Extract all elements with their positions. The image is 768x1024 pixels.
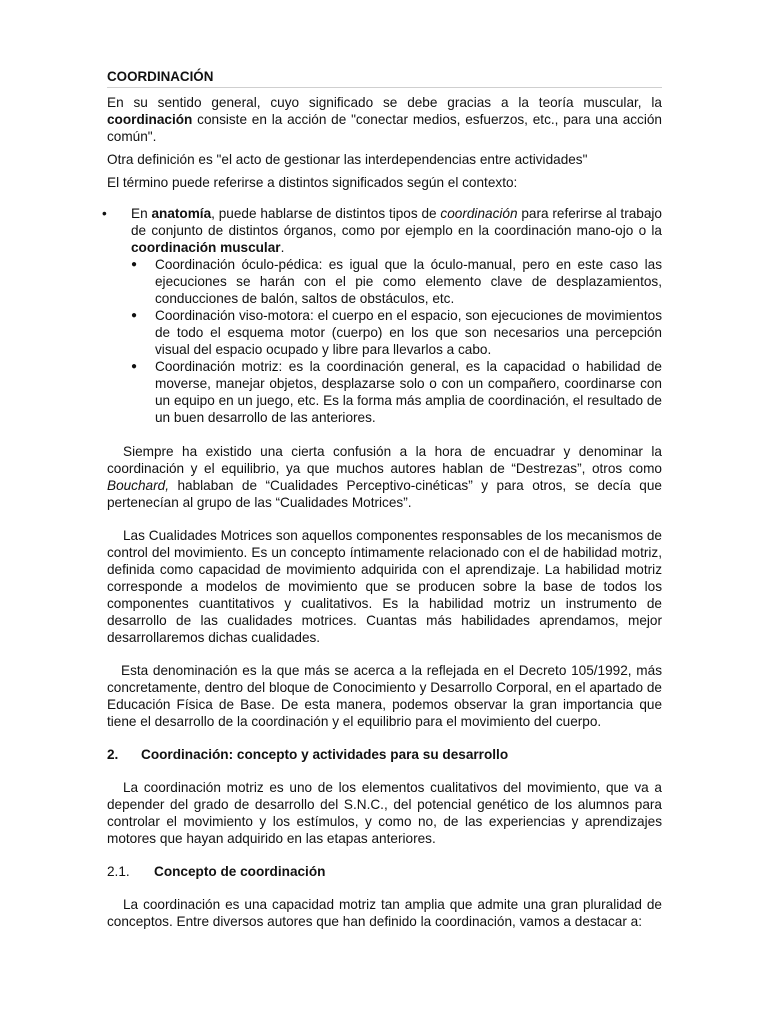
bold-term: anatomía <box>151 206 212 221</box>
italic-term: coordinación <box>440 206 518 221</box>
confusion-paragraph <box>107 443 662 511</box>
sub-list-item <box>131 307 662 358</box>
sub-item-text: Coordinación motriz: es la coordinación general, es la capacidad o habilidad de moverse, manejar objetos, desplazarse solo o con un compañero, coordinarse con un equipo en un juego, etc. Es la forma más amplia de coordinación, el resultado de un buen desarrollo de las anteriores. <box>155 359 662 425</box>
section-2-1-paragraph: La coordinación es una capacidad motriz tan amplia que admite una gran pluralidad de conceptos. Entre diversos autores que han definido la coordinación, vamos a destacar a: <box>107 897 662 929</box>
sub-list-item <box>131 256 662 307</box>
section-title: Concepto de coordinación <box>154 864 326 879</box>
text-run: Siempre ha existido una cierta confusión a la hora de encuadrar y denominar la coordinación y el equilibrio, ya que muchos autores hablan de “Destrezas”, otros como <box>107 444 662 476</box>
section-2-1-heading <box>107 863 662 880</box>
text-run: . <box>280 240 285 255</box>
intro-paragraph-1 <box>107 94 662 145</box>
page-title: COORDINACIÓN <box>107 68 662 88</box>
section-2-heading <box>107 746 662 763</box>
text-run: para referirse al trabajo de conjunto de distintos órganos, como por ejemplo en la coordinación mano-ojo o la <box>131 206 662 238</box>
list-item-text <box>131 205 662 256</box>
section-title: Coordinación: concepto y actividades para su desarrollo <box>141 747 509 762</box>
intro-text-end: consiste en la acción de "conectar medios, esfuerzos, etc., para una acción común". <box>107 112 662 144</box>
bullet-icon: ● <box>131 361 138 372</box>
denominacion-paragraph: Esta denominación es la que más se acerca a la reflejada en el Decreto 105/1992, más concretamente, dentro del bloque de Conocimiento y Desarrollo Corporal, en el apartado de Educación Física de Base. De esta manera, podemos observar la gran importancia que tiene el desarrollo de la coordinación y el equilibrio para el movimiento del cuerpo. <box>107 663 662 729</box>
text-run: , puede hablarse de distintos tipos de <box>211 206 441 221</box>
bold-term: coordinación muscular <box>131 240 281 255</box>
sub-list <box>131 256 662 426</box>
intro-text: En su sentido general, cuyo significado se debe gracias a la teoría muscular, la <box>107 95 662 110</box>
italic-author: Bouchard, <box>107 478 169 493</box>
intro-paragraph-3: El término puede referirse a distintos significados según el contexto: <box>107 175 518 190</box>
bullet-icon: ● <box>131 259 138 270</box>
intro-bold-term: coordinación <box>107 112 193 127</box>
cualidades-paragraph: Las Cualidades Motrices son aquellos componentes responsables de los mecanismos de control del movimiento. Es un concepto íntimamente relacionado con el de habilidad motriz, definida como capacidad de movimiento adquirida con el aprendizaje. La habilidad motriz corresponde a modelos de movimiento que se producen sobre la base de todos los componentes cuantitativos y cualitativos. Es la habilidad motriz un instrumento de desarrollo de las cualidades motrices. Cuantas más habilidades aprendamos, mejor desarrollaremos dichas cualidades. <box>107 528 662 645</box>
sub-item-text: Coordinación óculo-pédica: es igual que la óculo-manual, pero en este caso las ejecuciones se harán con el pie como elemento clave de desplazamientos, conducciones de balón, saltos de obstáculos, etc. <box>155 257 662 306</box>
section-number: 2.1. <box>107 864 130 879</box>
sub-item-text: Coordinación viso-motora: el cuerpo en el espacio, son ejecuciones de movimientos de todo el esquema motor (cuerpo) en los que son necesarios una percepción visual del espacio ocupado y libre para llevarlos a cabo. <box>155 308 662 357</box>
text-run: hablaban de “Cualidades Perceptivo-cinéticas” y para otros, se decía que pertenecían al grupo de las “Cualidades Motrices”. <box>107 478 662 510</box>
sub-list-item <box>131 358 662 426</box>
section-2-paragraph: La coordinación motriz es uno de los elementos cualitativos del movimiento, que va a depender del grado de desarrollo del S.N.C., del potencial genético de los alumnos para controlar el movimiento y los estímulos, y como no, de las experiencias y aprendizajes motores que hayan adquirido en las etapas anteriores. <box>107 780 662 846</box>
section-number: 2. <box>107 747 119 762</box>
bullet-icon: ● <box>131 310 138 321</box>
text-run: En <box>131 206 152 221</box>
list-item-anatomia <box>102 205 662 426</box>
intro-paragraph-2: Otra definición es "el acto de gestionar las interdependencias entre actividades" <box>107 152 588 167</box>
context-list <box>102 205 662 426</box>
bullet-icon: • <box>102 206 107 221</box>
